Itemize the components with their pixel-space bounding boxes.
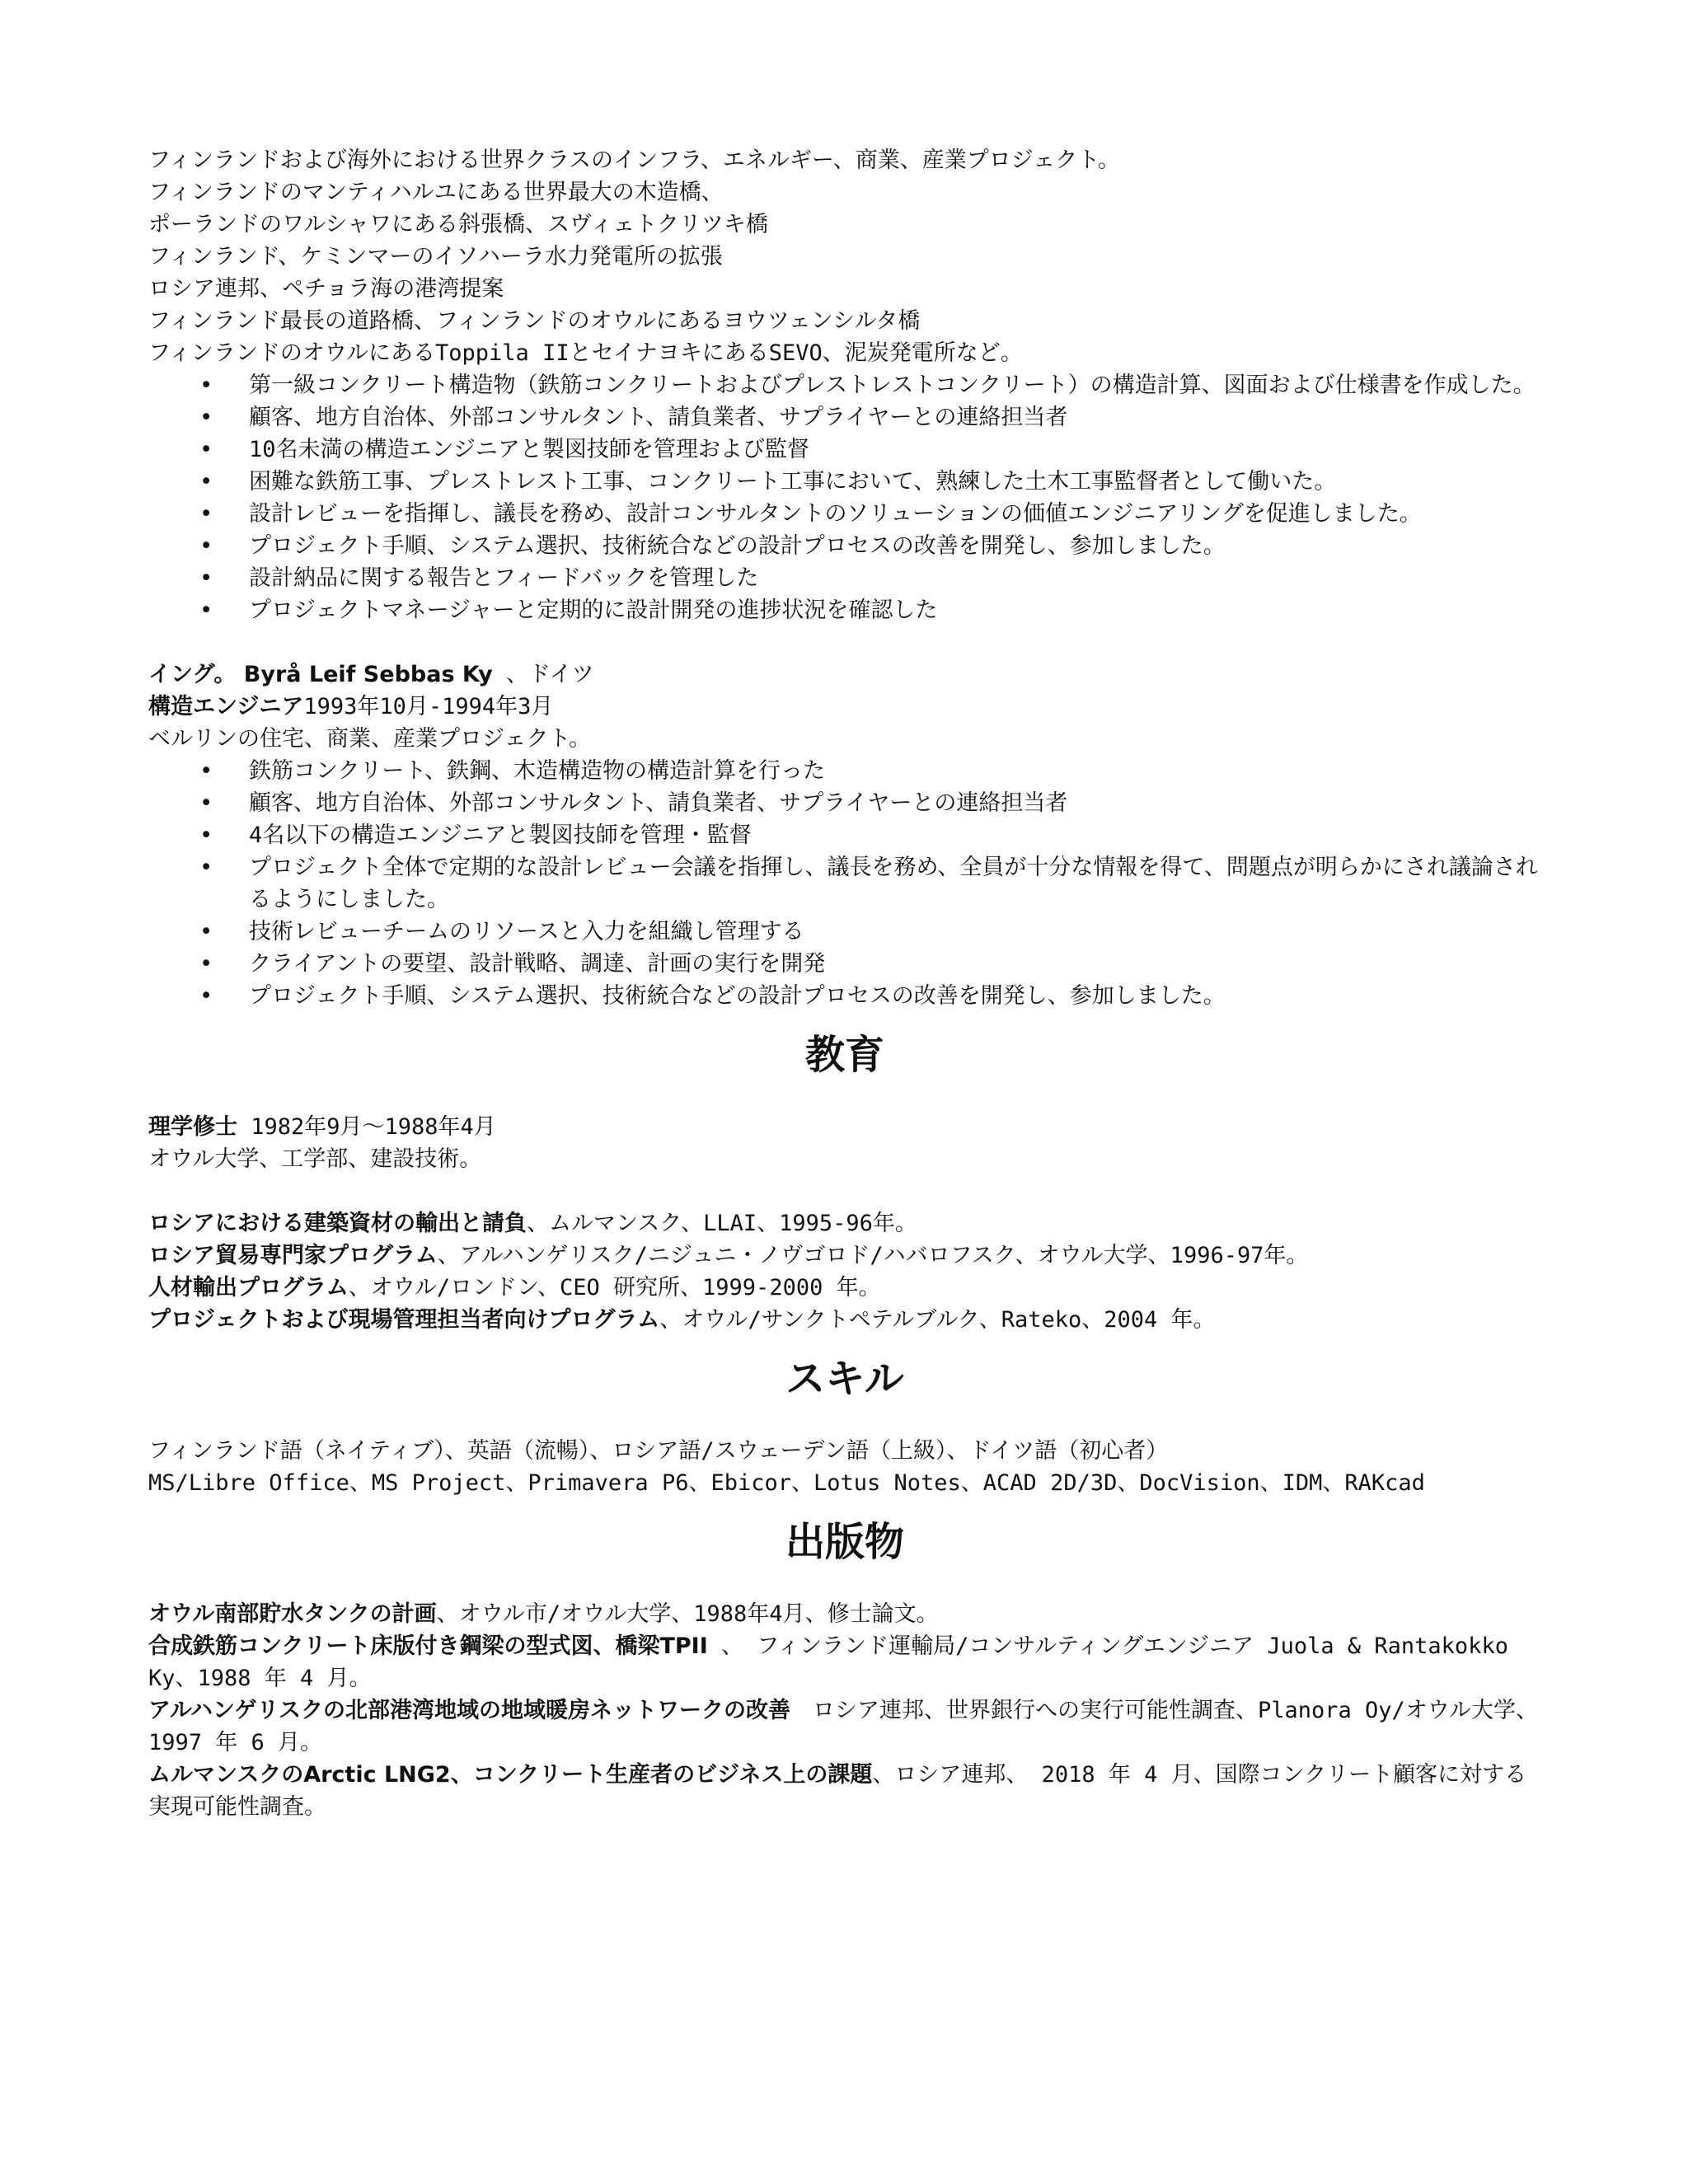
skills-heading: スキル	[785, 1356, 904, 1402]
bullet-icon: •	[199, 983, 213, 1009]
bullet-icon: •	[199, 405, 213, 430]
bullet-icon: •	[199, 951, 213, 977]
bullet-icon: •	[199, 823, 213, 848]
course-line: ロシアにおける建築資材の輸出と請負、ムルマンスク、LLAI、1995-96年。	[148, 1211, 917, 1236]
bullet-icon: •	[199, 758, 213, 784]
duties-list-2	[148, 755, 1541, 1012]
list-item: • 困難な鉄筋工事、プレストレスト工事、コンクリート工事において、熟練した土木工事監督者として働いた。	[148, 466, 1541, 498]
bullet-icon: •	[199, 855, 213, 880]
course-line: ロシア貿易専門家プログラム、アルハンゲリスク/ニジュニ・ノヴゴロド/ハバロフスク、オウル大学、1996-97年。	[148, 1243, 1309, 1268]
intro-block	[148, 144, 1541, 369]
bullet-icon: •	[199, 533, 213, 559]
list-item: • 鉄筋コンクリート、鉄鋼、木造構造物の構造計算を行った	[148, 755, 1541, 787]
list-item: • クライアントの要望、設計戦略、調達、計画の実行を開発	[148, 948, 1541, 980]
degree-line	[148, 1111, 1541, 1143]
resume-page	[148, 144, 1541, 1823]
bullet-icon: •	[199, 790, 213, 816]
course-line: 人材輸出プログラム、オウル/ロンドン、CEO 研究所、1999-2000 年。	[148, 1275, 881, 1301]
job-description: ベルリンの住宅、商業、産業プロジェクト。	[148, 726, 592, 752]
list-item: • 4名以下の構造エンジニアと製図技師を管理・監督	[148, 819, 1541, 851]
intro-line: フィンランドおよび海外における世界クラスのインフラ、エネルギー、商業、産業プロジェクト。	[148, 148, 1120, 173]
bullet-icon: •	[199, 598, 213, 623]
intro-line: ポーランドのワルシャワにある斜張橋、スヴィェトクリツキ橋	[148, 212, 768, 237]
skills-section	[148, 1435, 1541, 1499]
publications-heading: 出版物	[785, 1519, 904, 1565]
job-entry	[148, 658, 1541, 755]
intro-line: ロシア連邦、ペチョラ海の港湾提案	[148, 276, 504, 302]
bullet-icon: •	[199, 501, 213, 527]
list-item: • プロジェクト手順、システム選択、技術統合などの設計プロセスの改善を開発し、参加しました。	[148, 980, 1541, 1012]
publication-item: オウル南部貯水タンクの計画、オウル市/オウル大学、1988年4月、修士論文。	[148, 1601, 939, 1627]
bullet-icon: •	[199, 373, 213, 398]
bullet-icon: •	[199, 437, 213, 462]
bullet-icon: •	[199, 565, 213, 591]
list-item: • プロジェクト全体で定期的な設計レビュー会議を指揮し、議長を務め、全員が十分な情報を得て、問題点が明らかにされ議論されるようにしました。	[148, 851, 1541, 916]
bullet-icon: •	[199, 919, 213, 944]
company-location: 、ドイツ	[492, 662, 594, 687]
education-heading: 教育	[804, 1032, 884, 1078]
publication-item: 合成鉄筋コンクリート床版付き鋼梁の型式図、橋梁TPII 、 フィンランド運輸局/コンサルティングエンジニア Juola & Rantakokko Ky、1988 年 4 月。	[148, 1633, 1522, 1691]
publication-item: アルハンゲリスクの北部港湾地域の地域暖房ネットワークの改善 ロシア連邦、世界銀行への実行可能性調査、Planora Oy/オウル大学、1997 年 6 月。	[148, 1698, 1538, 1755]
degree-title: 理学修士	[148, 1114, 237, 1140]
languages-line: フィンランド語（ネイティブ）、英語（流暢）、ロシア語/スウェーデン語（上級）、ドイツ語（初心者）	[148, 1438, 1169, 1464]
role-period: 1993年10月-1994年3月	[303, 694, 554, 719]
list-item: • プロジェクト手順、システム選択、技術統合などの設計プロセスの改善を開発し、参加しました。	[148, 530, 1541, 562]
bullet-icon: •	[199, 469, 213, 494]
intro-line: フィンランド、ケミンマーのイソハーラ水力発電所の拡張	[148, 244, 723, 269]
list-item: • 設計レビューを指揮し、議長を務め、設計コンサルタントのソリューションの価値エンジニアリングを促進しました。	[148, 498, 1541, 530]
education-section	[148, 1111, 1541, 1336]
duties-list-1	[148, 369, 1541, 626]
publications-section	[148, 1598, 1541, 1823]
list-item: • プロジェクトマネージャーと定期的に設計開発の進捗状況を確認した	[148, 594, 1541, 626]
company-name: イング。 Byrå Leif Sebbas Ky	[148, 662, 493, 687]
degree-period: 1982年9月～1988年4月	[237, 1114, 496, 1140]
job-role	[148, 691, 1541, 723]
school-line: オウル大学、工学部、建設技術。	[148, 1146, 482, 1172]
list-item: • 顧客、地方自治体、外部コンサルタント、請負業者、サプライヤーとの連絡担当者	[148, 401, 1541, 434]
intro-line: フィンランドのマンティハルユにある世界最大の木造橋、	[148, 180, 724, 205]
list-item: • 設計納品に関する報告とフィードバックを管理した	[148, 562, 1541, 594]
list-item: • 第一級コンクリート構造物（鉄筋コンクリートおよびプレストレストコンクリート）の構造計算、図面および仕様書を作成した。	[148, 369, 1541, 401]
publication-item: ムルマンスクのArctic LNG2、コンクリート生産者のビジネス上の課題、ロシア連邦、 2018 年 4 月、国際コンクリート顧客に対する実現可能性調査。	[148, 1762, 1527, 1820]
software-line: MS/Libre Office、MS Project、Primavera P6、Ebicor、Lotus Notes、ACAD 2D/3D、DocVision、IDM、RAKcad	[148, 1470, 1425, 1496]
course-line: プロジェクトおよび現場管理担当者向けプログラム、オウル/サンクトペテルブルク、Rateko、2004 年。	[148, 1307, 1216, 1333]
list-item: • 顧客、地方自治体、外部コンサルタント、請負業者、サプライヤーとの連絡担当者	[148, 787, 1541, 819]
role-title: 構造エンジニア	[148, 694, 304, 719]
job-company	[148, 658, 1541, 691]
list-item: • 10名未満の構造エンジニアと製図技師を管理および監督	[148, 434, 1541, 466]
list-item: • 技術レビューチームのリソースと入力を組織し管理する	[148, 916, 1541, 948]
intro-line: フィンランド最長の道路橋、フィンランドのオウルにあるヨウツェンシルタ橋	[148, 308, 921, 334]
intro-line: フィンランドのオウルにあるToppila IIとセイナヨキにあるSEVO、泥炭発電所など。	[148, 340, 1023, 366]
